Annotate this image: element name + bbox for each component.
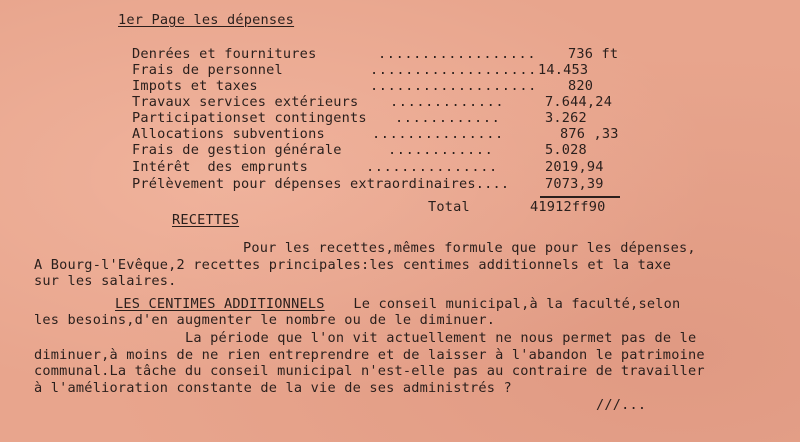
expense-label: Intérêt des emprunts (132, 159, 309, 175)
centimes-line: Le conseil municipal,à la faculté,selon (345, 296, 681, 312)
page-heading: 1er Page les dépenses (118, 12, 295, 28)
centimes-line: les besoins,d'en augmenter le nombre ou de le diminuer. (34, 312, 496, 328)
recettes-heading: RECETTES (172, 212, 240, 228)
expense-dots: .................. (378, 46, 537, 62)
expense-value: 2019,94 (545, 159, 604, 175)
expense-value: 7.644,24 (545, 94, 613, 110)
expense-value: 14.453 (538, 62, 589, 78)
continuation-mark: ///... (596, 397, 647, 413)
expense-value: 5.028 (545, 142, 587, 158)
expense-label: Frais de gestion générale (132, 142, 342, 158)
periode-line: La période que l'on vit actuellement ne nous permet pas de le (185, 330, 697, 346)
periode-line: diminuer,à moins de ne rien entreprendre et de laisser à l'abandon le patrimoine (34, 347, 705, 363)
expense-label: Prélèvement pour dépenses extraordinaires.... (132, 176, 510, 192)
expense-dots: ............. (390, 94, 505, 110)
recettes-line: Pour les recettes,mêmes formule que pour les dépenses, (243, 240, 696, 256)
expense-value: 876 ,33 (560, 126, 619, 142)
expense-value: 736 ft (568, 46, 619, 62)
expense-dots: ................... (370, 62, 537, 78)
expense-label: Denrées et fournitures (132, 46, 317, 62)
expense-label: Frais de personnel (132, 62, 283, 78)
expense-value: 7073,39 (545, 176, 604, 192)
expense-dots: ............... (372, 126, 504, 142)
periode-line: à l'amélioration constante de la vie de ses administrés ? (34, 380, 512, 396)
expense-dots: ............... (366, 159, 498, 175)
expense-dots: ............ (388, 142, 494, 158)
recettes-line: sur les salaires. (34, 273, 177, 289)
centimes-heading: LES CENTIMES ADDITIONNELS (115, 296, 325, 312)
total-rule (540, 196, 620, 198)
recettes-line: A Bourg-l'Evêque,2 recettes principales:les centimes additionnels et la taxe (34, 257, 672, 273)
expense-label: Impots et taxes (132, 78, 258, 94)
expense-dots: ............ (395, 110, 501, 126)
expense-label: Participationset contingents (132, 110, 367, 126)
expense-dots: ................... (370, 78, 537, 94)
expense-label: Allocations subventions (132, 126, 325, 142)
expense-label: Travaux services extérieurs (132, 94, 359, 110)
total-value: 41912ff90 (530, 199, 606, 215)
periode-line: communal.La tâche du conseil municipal n'est-elle pas au contraire de travailler (34, 363, 705, 379)
total-label: Total (428, 199, 470, 215)
expense-value: 3.262 (545, 110, 587, 126)
expense-value: 820 (568, 78, 594, 94)
